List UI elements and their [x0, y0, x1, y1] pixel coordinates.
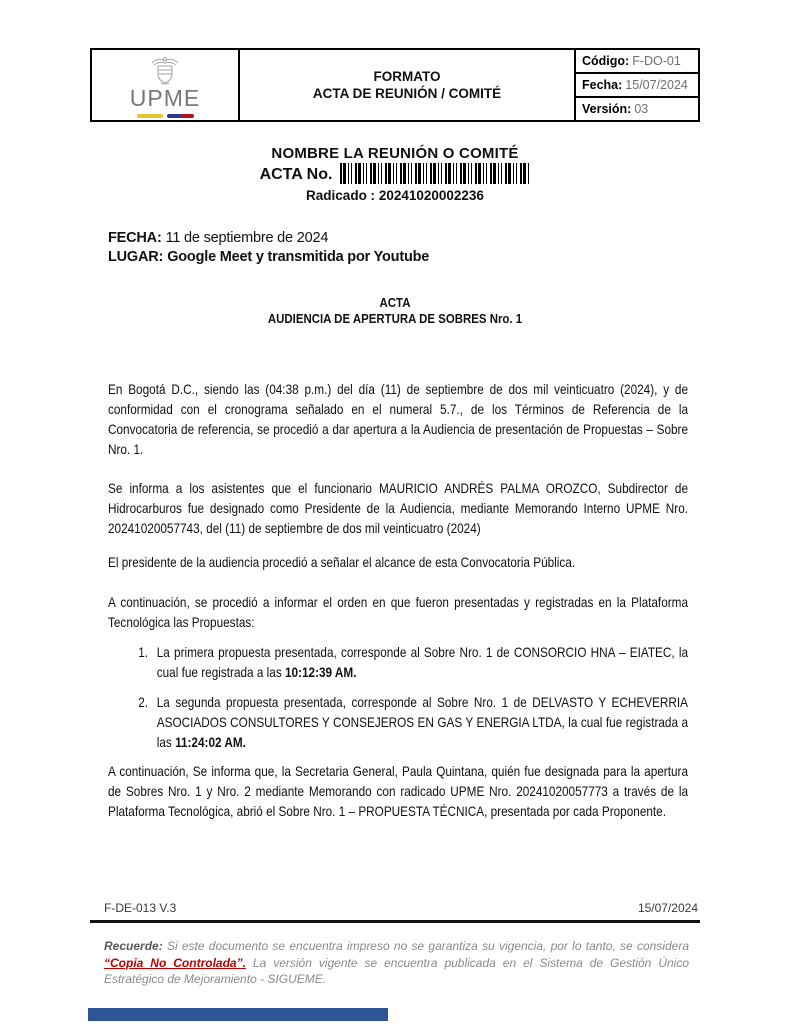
meta-fecha-value: 15/07/2024	[625, 78, 688, 92]
list-number-1: 1.	[138, 644, 149, 660]
subject-line2: AUDIENCIA DE APERTURA DE SOBRES Nro. 1	[267, 311, 523, 326]
document-body	[108, 379, 688, 821]
header-table	[90, 48, 700, 122]
footer-row	[90, 901, 700, 923]
disclaimer-recuerde-label: Recuerde:	[104, 939, 163, 953]
meta-codigo-value: F-DO-01	[632, 54, 681, 68]
list-number-2: 2.	[138, 694, 149, 710]
disclaimer-part2: La versión vigente se encuentra publicada en el Sistema de Gestión Único Estratégico de Mejoramiento - SIGUEME.	[104, 955, 689, 986]
bottom-blue-bar	[88, 1008, 388, 1021]
flag-red-segment	[181, 114, 194, 118]
meta-version-value: 03	[634, 102, 649, 116]
meta-row-version	[576, 96, 698, 120]
format-title-line2: ACTA DE REUNIÓN / COMITÉ	[312, 86, 502, 101]
meeting-name-title: NOMBRE LA REUNIÓN O COMITÉ	[271, 145, 519, 162]
meta-row-fecha	[576, 72, 698, 96]
list-item-propuesta-1	[108, 642, 688, 682]
meta-codigo-label: Código:	[582, 54, 630, 68]
disclaimer-copia-no-controlada: “Copia No Controlada”.	[104, 955, 246, 970]
paragraph-apertura: En Bogotá D.C., siendo las (04:38 p.m.) del día (11) de septiembre de dos mil veinticuatro (2024), y de conformidad con el cronograma señalado en el numeral 5.7., de los Términos de Referencia de la Convocatoria de referencia, se procedió a dar apertura a la Audiencia de presentación de Propuestas – Sobre Nro. 1.	[108, 381, 689, 457]
colombia-flag-bar	[137, 113, 194, 118]
subject-line1: ACTA	[379, 295, 411, 310]
radicado-line	[90, 187, 700, 205]
logo-cell	[92, 50, 240, 120]
flag-yellow-segment	[137, 114, 163, 118]
title-block	[90, 144, 700, 205]
lugar-value: Google Meet y transmitida por Youtube	[167, 249, 430, 265]
paragraph-alcance: El presidente de la audiencia procedió a señalar el alcance de esta Convocatoria Pública.	[108, 554, 576, 570]
footer-date: 15/07/2024	[637, 901, 698, 915]
disclaimer-part1: Si este documento se encuentra impreso no se garantiza su vigencia, por lo tanto, se considera	[166, 939, 690, 953]
subject-heading	[127, 295, 664, 327]
acta-number-line	[90, 163, 700, 187]
document-meta-cell	[576, 50, 698, 120]
footer-form-code: F-DE-013 V.3	[104, 901, 177, 915]
format-title-line1: FORMATO	[373, 69, 441, 84]
paragraph-secretaria-apertura: A continuación, Se informa que, la Secretaria General, Paula Quintana, quién fue designada para la apertura de Sobres Nro. 1 y Nro. 2 mediante Memorando con radicado UPME Nro. 20241020057773 a través de la Plataforma Tecnológica, abrió el Sobre Nro. 1 – PROPUESTA TÉCNICA, presentada por cada Proponente.	[108, 763, 689, 819]
meta-row-codigo	[576, 50, 698, 72]
format-title-cell	[240, 50, 576, 120]
list-text-2: La segunda propuesta presentada, corresponde al Sobre Nro. 1 de DELVASTO Y ECHEVERRIA ASOCIADOS CONSULTORES Y CONSEJEROS EN GAS Y ENERGIA LTDA, la cual fue registrada a las	[156, 694, 689, 750]
radicado-label: Radicado :	[306, 188, 376, 203]
meta-version-label: Versión:	[582, 102, 632, 116]
paragraph-presidente-designado: Se informa a los asistentes que el funcionario MAURICIO ANDRÉS PALMA OROZCO, Subdirector de Hidrocarburos fue designado como Presidente de la Audiencia, mediante Memorando Interno UPME Nro. 20241020057743, del (11) de septiembre de dos mil veinticuatro (2024)	[108, 480, 689, 536]
meeting-info	[108, 229, 700, 267]
fecha-line	[108, 229, 700, 248]
barcode	[340, 163, 530, 184]
upme-logo-text: UPME	[129, 85, 201, 111]
acta-no-label: ACTA No.	[259, 166, 333, 183]
lugar-label: LUGAR:	[108, 249, 164, 265]
lugar-line	[108, 248, 700, 267]
list-time-1: 10:12:39 AM.	[284, 664, 357, 680]
fecha-value: 11 de septiembre de 2024	[165, 230, 329, 246]
radicado-value: 20241020002236	[378, 188, 484, 203]
paragraph-orden-propuestas: A continuación, se procedió a informar el orden en que fueron presentadas y registradas en la Plataforma Tecnológica las Propuestas:	[108, 594, 689, 630]
flag-blue-segment	[167, 114, 181, 118]
list-text-1: La primera propuesta presentada, corresponde al Sobre Nro. 1 de CONSORCIO HNA – EIATEC, la cual fue registrada a las	[156, 644, 689, 680]
coat-of-arms-icon	[149, 54, 181, 86]
meta-fecha-label: Fecha:	[582, 78, 623, 92]
list-time-2: 11:24:02 AM.	[175, 734, 246, 750]
footer-disclaimer	[104, 938, 689, 988]
list-item-propuesta-2	[108, 692, 688, 752]
fecha-label: FECHA:	[108, 230, 162, 246]
